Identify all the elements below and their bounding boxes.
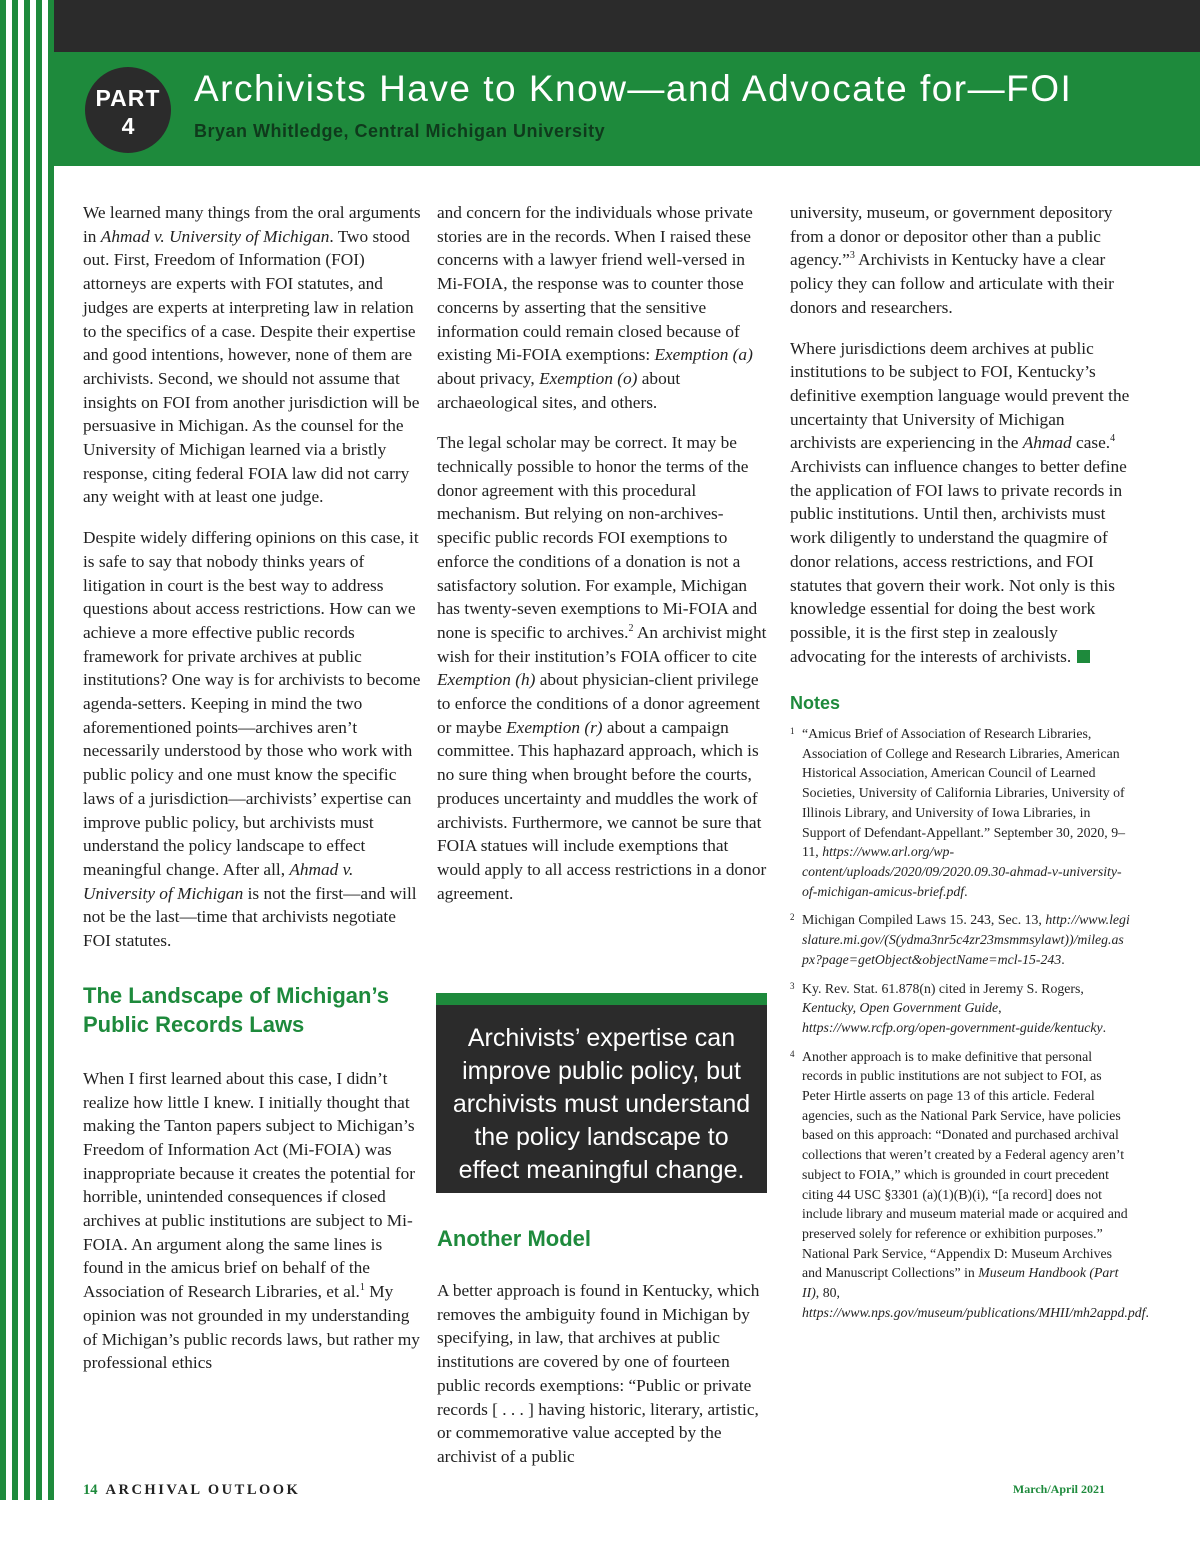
footnote-3: 3 Ky. Rev. Stat. 61.878(n) cited in Jeremy S. Rogers, Kentucky, Open Government Guide, https://www.rcfp.org/open-government-guide/kentucky. <box>790 980 1107 1035</box>
paragraph: The legal scholar may be correct. It may be technically possible to honor the terms of the donor agreement with this procedural mechanism. But relying on non-archives-specific public records FOI exemptions to enforce the conditions of a donation is not a satisfactory solution. For example, Michigan has twenty-seven exemptions to Mi-FOIA and none is specific to archives.$^2$ An archivist might wish for their institution’s FOIA officer to cite Exemption (h) about physician-client privilege to enforce the conditions of a donor agreement or maybe Exemption (r) about a campaign committee. This haphazard approach, which is no sure thing when brought before the courts, produces uncertainty and muddles the work of archivists. Furthermore, we cannot be sure that FOIA statues will include exemptions that would apply to all access restrictions in a donor agreement. <box>437 433 767 903</box>
issue-date: March/April 2021 <box>1012 1482 1105 1496</box>
section-heading-another-model: Another Model <box>437 1226 591 1251</box>
part-badge <box>85 67 171 153</box>
column-2-lower <box>437 1224 773 1486</box>
footnote-1: 1 “Amicus Brief of Association of Research Libraries, Association of College and Research Libraries, American Historical Association, American Council of Learned Societies, University of California Libraries, University of Illinois Library, and University of Iowa Libraries, in Support of Defendant-Appellant.” September 30, 2020, 9–11, https://www.arl.org/wp-content/uploads/2020/09/2020.09.30-ahmad-v-university-of-michigan-amicus-brief.pdf. <box>790 726 1126 899</box>
page-number: 14 <box>83 1482 98 1498</box>
notes-heading: Notes <box>790 693 841 714</box>
column-2 <box>437 201 773 922</box>
footnote-ref[interactable]: 1 <box>359 1282 365 1294</box>
footnote-ref[interactable]: 2 <box>628 623 634 635</box>
pull-quote: Archivists’ expertise can improve public policy, but archivists must understand the policy landscape to effect meaningful change. <box>436 993 767 1193</box>
end-of-article-mark <box>1077 650 1090 663</box>
footnote-4: 4 Another approach is to make definitive that personal records in public institutions are not subject to FOI, as Peter Hirtle asserts on page 13 of this article. Federal agencies, such as the National Park Service, have policies based on this approach: “Donated and purchased archival collections that weren’t created by a Federal agency aren’t subject to FOIA,” which is grounded in court precedent citing 44 USC §3301 (a)(1)(B)(i), “[a record] does not include library and museum material made or acquired and preserved solely for reference or exhibition purposes.” National Park Service, “Appendix D: Museum Archives and Manuscript Collections” in Museum Handbook (Part II), 80, https://www.nps.gov/museum/publications/MHII/mh2appd.pdf. <box>790 1048 1149 1320</box>
footnote-link[interactable]: https://www.arl.org/wp-content/uploads/2020/09/2020.09.30-ahmad-v-university-of-michigan-amicus-brief.pdf <box>802 844 1122 899</box>
paragraph: When I first learned about this case, I didn’t realize how little I knew. I initially thought that making the Tanton papers subject to Michigan’s Freedom of Information Act (Mi-FOIA) was inappropriate because it creates the potential for horrible, unintended consequences if closed archives at public institutions are subject to Mi-FOIA. An argument along the same lines is found in the amicus brief on behalf of the Association of Research Libraries, et al.$^1$ My opinion was not grounded in my understanding of Michigan’s public records laws, but rather my professional ethics <box>83 1068 420 1373</box>
footnote-ref[interactable]: 3 <box>849 250 855 262</box>
top-dark-bar <box>54 0 1200 52</box>
footnote-link[interactable]: https://www.nps.gov/museum/publications/MHII/mh2appd.pdf <box>802 1304 1146 1320</box>
footnote-link[interactable]: http://www.legislature.mi.gov/(S(ydma3nr5c4zr23msmmsylawt))/mileg.aspx?page=getObject&objectName=mcl-15-243 <box>802 912 1130 967</box>
footnote-2: 2 Michigan Compiled Laws 15. 243, Sec. 13, http://www.legislature.mi.gov/(S(ydma3nr5c4zr23msmmsylawt))/mileg.aspx?page=getObject&objectName=mcl-15-243. <box>790 912 1130 967</box>
paragraph: university, museum, or government depository from a donor or depositor other than a public agency.”$^3$ Archivists in Kentucky have a clear policy they can follow and articulate with their donors and researchers. <box>790 203 1114 317</box>
paragraph: and concern for the individuals whose private stories are in the records. When I raised these concerns with a lawyer friend well-versed in Mi-FOIA, the response was to counter those concerns by asserting that the sensitive information could remain closed because of existing Mi-FOIA exemptions: Exemption (a) about privacy, Exemption (o) about archaeological sites, and others. <box>437 203 753 412</box>
publication-name: ARCHIVAL OUTLOOK <box>105 1482 301 1498</box>
left-stripes-decoration <box>0 0 54 1500</box>
paragraph: We learned many things from the oral arguments in Ahmad v. University of Michigan. Two stood out. First, Freedom of Information (FOI) attorneys are experts with FOI statutes, and judges are experts at interpreting law in relation to the specifics of a case. Despite their expertise and good intentions, however, none of them are archivists. Second, we should not assume that insights on FOI from another jurisdiction will be persuasive in Michigan. As the counsel for the University of Michigan learned via a bristly response, citing federal FOIA law did not carry any weight with at least one judge. <box>83 203 421 507</box>
article-title: Archivists Have to Know—and Advocate for—FOI <box>194 68 1073 109</box>
paragraph: A better approach is found in Kentucky, which removes the ambiguity found in Michigan by specifying, in law, that archives at public institutions are covered by one of fourteen public records exemptions: “Public or private records [ . . . ] having historic, literary, artistic, or commemorative value accepted by the archivist of a public <box>437 1281 760 1466</box>
badge-part-label: PART <box>95 85 161 111</box>
badge-part-number: 4 <box>121 113 135 139</box>
footnote-link[interactable]: https://www.rcfp.org/open-government-guide/kentucky <box>802 1019 1103 1035</box>
stripe <box>36 0 42 1500</box>
paragraph: Where jurisdictions deem archives at public institutions to be subject to FOI, Kentucky’s definitive exemption language would prevent the uncertainty that University of Michigan archivists are experiencing in the Ahmad case.$^4$ Archivists can influence changes to better define the application of FOI laws to private records in public institutions. Until then, archivists must work diligently to understand the quagmire of donor relations, access restrictions, and FOI statutes that govern their work. Not only is this knowledge essential for doing the best work possible, it is the first step in zealously advocating for the interests of archivists. <box>790 338 1130 666</box>
stripe <box>48 0 54 1500</box>
paragraph: Despite widely differing opinions on this case, it is safe to say that nobody thinks years of litigation in court is the best way to address questions about access restrictions. How can we achieve a more effective public records framework for private archives at public institutions? One way is for archivists to become agenda-setters. Keeping in mind the two aforementioned points—archives aren’t necessarily understood by those who work with public policy and one must know the specific laws of a jurisdiction—archivists’ expertise can improve public policy, but archivists must understand the policy landscape to effect meaningful change. After all, Ahmad v. University of Michigan is not the first—and will not be the last—time that archivists negotiate FOI statutes. <box>83 528 421 951</box>
stripe <box>12 0 18 1500</box>
footnote-ref[interactable]: 4 <box>1110 433 1116 445</box>
section-heading-michigan: The Landscape of Michigan’s Public Records Laws <box>83 982 390 1037</box>
stripe <box>24 0 30 1500</box>
footer-publication <box>83 1482 300 1499</box>
column-3 <box>790 201 1149 1331</box>
stripe <box>0 0 6 1500</box>
article-byline: Bryan Whitledge, Central Michigan University <box>194 121 606 141</box>
column-1 <box>83 201 421 1392</box>
